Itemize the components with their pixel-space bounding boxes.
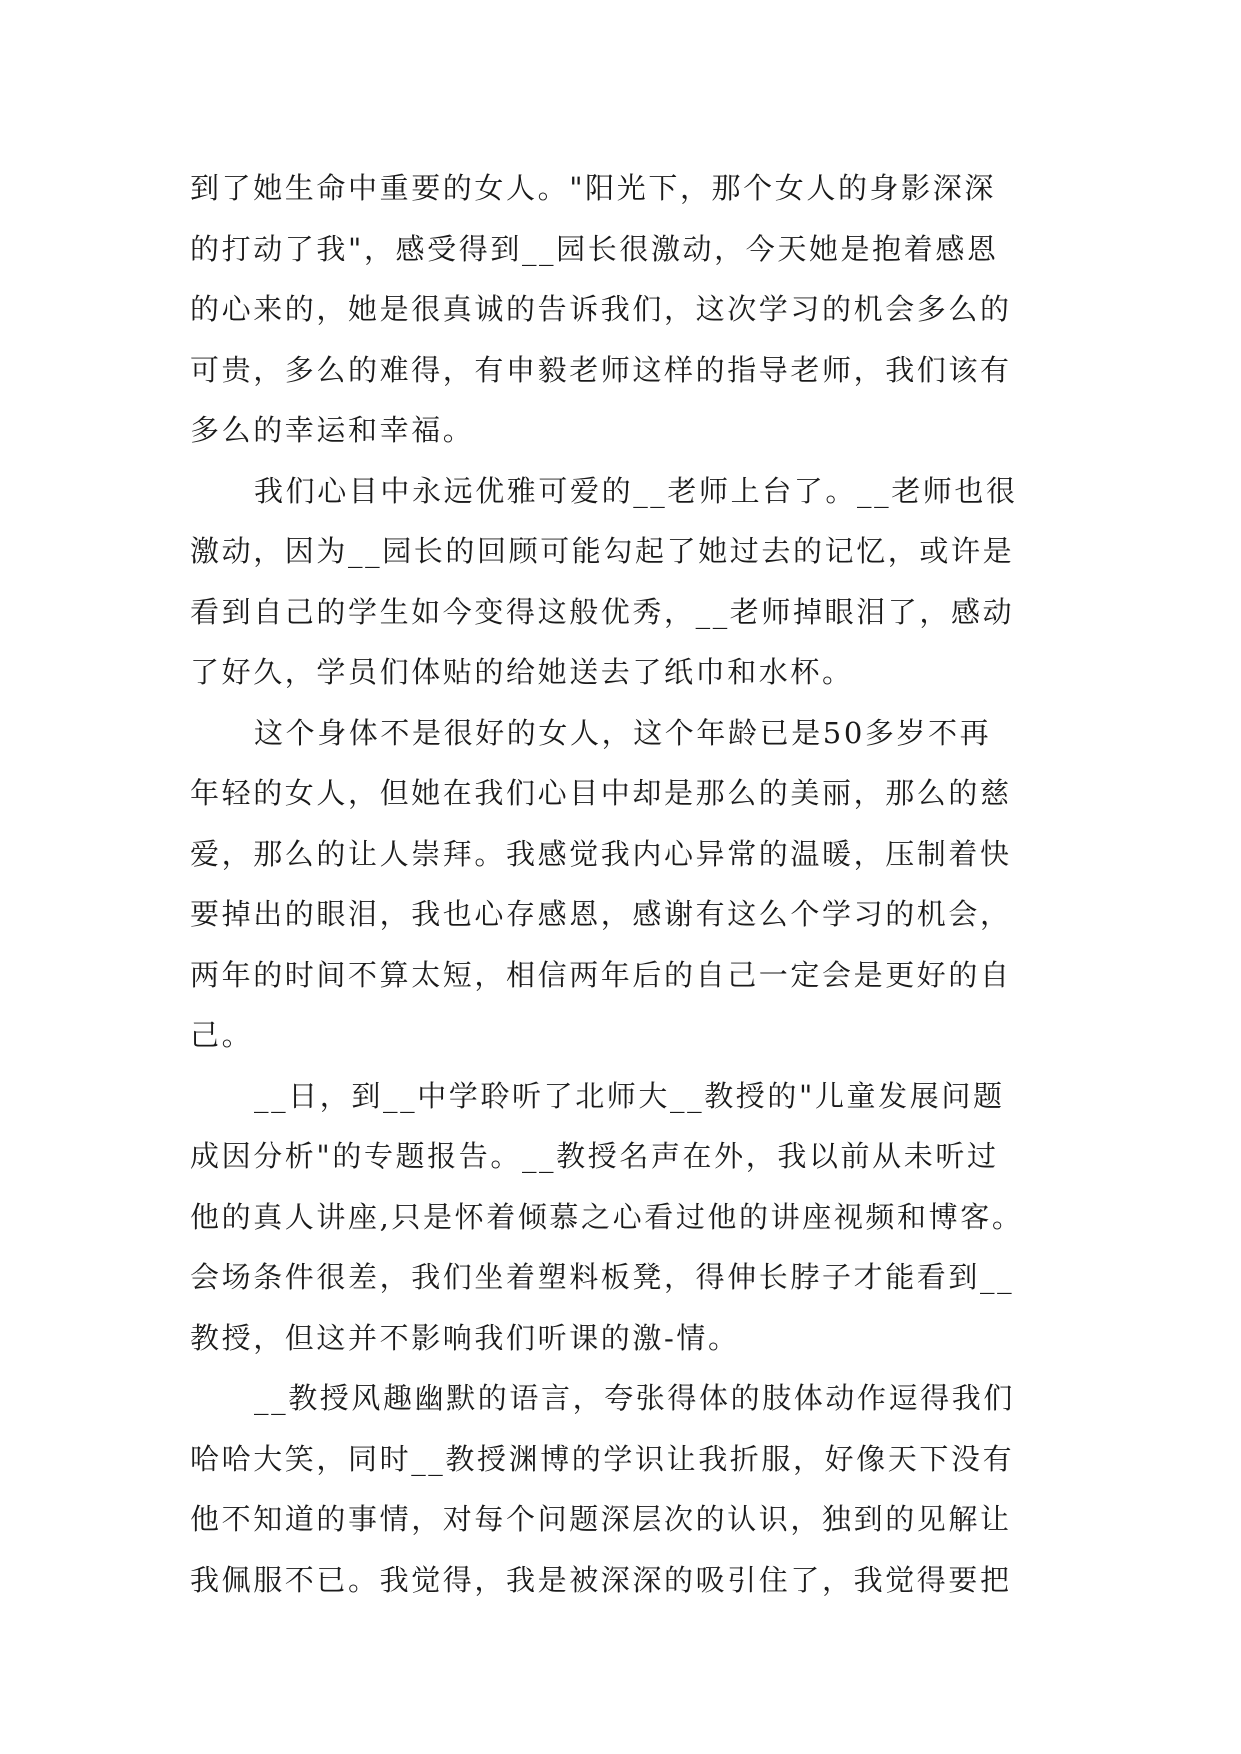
text-line: 年轻的女人，但她在我们心目中却是那么的美丽，那么的慈	[190, 776, 1012, 810]
text-line: 我佩服不已。我觉得，我是被深深的吸引住了，我觉得要把	[190, 1562, 1012, 1597]
text-line: 会场条件很差，我们坐着塑料板凳，得伸长脖子才能看到__	[190, 1260, 1015, 1294]
text-line: 哈哈大笑，同时__教授渊博的学识让我折服，好像天下没有	[190, 1441, 1015, 1476]
document-body	[190, 158, 1050, 1610]
text-line: 到了她生命中重要的女人。"阳光下，那个女人的身影深深	[190, 171, 996, 205]
text-line: 要掉出的眼泪，我也心存感恩，感谢有这么个学习的机会，	[190, 897, 1012, 931]
text-line: 两年的时间不算太短，相信两年后的自己一定会是更好的自	[190, 957, 1012, 992]
text-line: 教授，但这并不影响我们听课的激-情。	[190, 1320, 740, 1355]
text-line: 这个身体不是很好的女人，这个年龄已是50多岁不再	[254, 715, 992, 750]
paragraph-5	[190, 1368, 1050, 1610]
text-line: 看到自己的学生如今变得这般优秀，__老师掉眼泪了，感动	[190, 594, 1015, 629]
text-line: 可贵，多么的难得，有申毅老师这样的指导老师，我们该有	[190, 352, 1012, 387]
paragraph-3	[190, 703, 1050, 1066]
paragraph-2	[190, 461, 1050, 703]
text-line: 己。	[190, 1018, 254, 1052]
text-line: 成因分析"的专题报告。__教授名声在外，我以前从未听过	[190, 1139, 999, 1173]
text-line: 我们心目中永远优雅可爱的__老师上台了。__老师也很	[254, 473, 1018, 508]
text-line: 他的真人讲座,只是怀着倾慕之心看过他的讲座视频和博客。	[190, 1199, 1024, 1234]
text-line: __日，到__中学聆听了北师大__教授的"儿童发展问题	[254, 1078, 1005, 1113]
text-line: __教授风趣幽默的语言，夸张得体的肢体动作逗得我们	[254, 1381, 1016, 1415]
text-line: 爱，那么的让人崇拜。我感觉我内心异常的温暖，压制着快	[190, 836, 1012, 871]
text-line: 的打动了我"，感受得到__园长很激动，今天她是抱着感恩	[190, 231, 999, 266]
text-line: 多么的幸运和幸福。	[190, 413, 475, 447]
text-line: 了好久，学员们体贴的给她送去了纸巾和水杯。	[190, 655, 854, 689]
paragraph-1	[190, 158, 1050, 461]
text-line: 的心来的，她是很真诚的告诉我们，这次学习的机会多么的	[190, 292, 1012, 326]
text-line: 他不知道的事情，对每个问题深层次的认识，独到的见解让	[190, 1502, 1012, 1536]
paragraph-4	[190, 1066, 1050, 1369]
text-line: 激动，因为__园长的回顾可能勾起了她过去的记忆，或许是	[190, 534, 1015, 568]
